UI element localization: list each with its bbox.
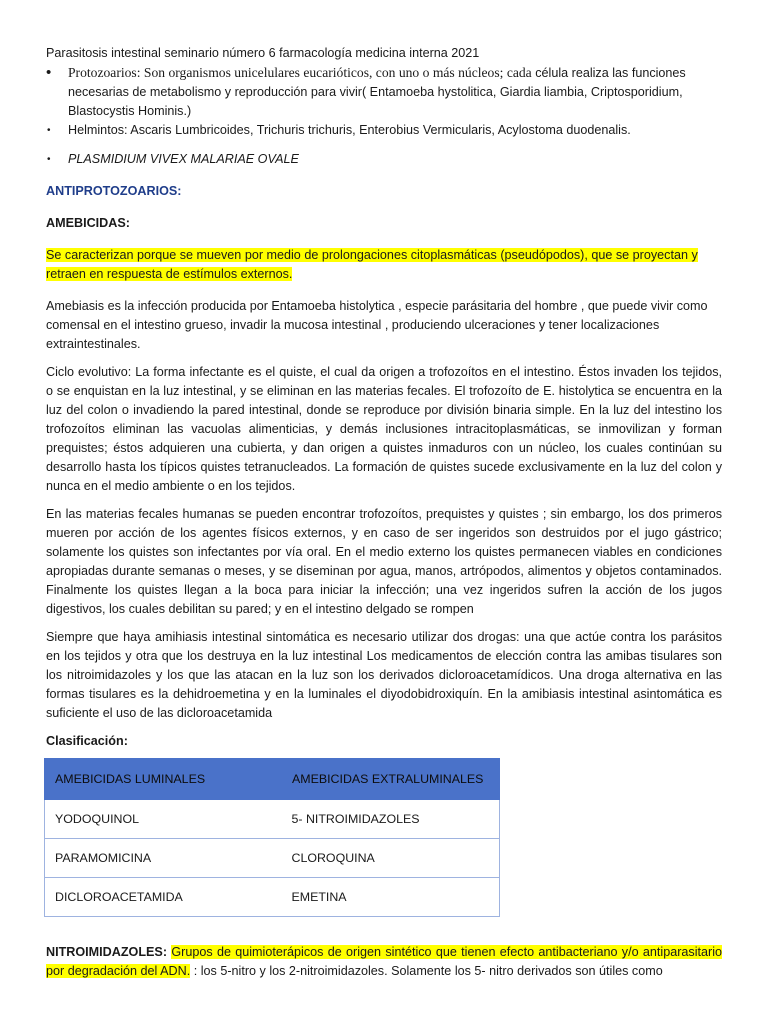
- paragraph-materias-fecales: En las materias fecales humanas se pueden encontrar trofozoítos, prequistes y quistes ; sin embargo, los dos primeros mueren por acción de los agentes físicos externos, y en caso de ser ingeridos son destruidos por el jugo gástrico; solamente los quistes son infectantes por vía oral. En el medio externo los quistes permanecen viables en condiciones apropiadas durante semanas o meses, y se diseminan por agua, manos, artrópodos, alimentos y objetos contaminados. Finalmente los quistes llegan a la boca para iniciar la infección; una vez ingeridos sufren la acción de los jugos digestivos, los cuales debilitan su pared; y en el intestino delgado se rompen: [46, 507, 722, 616]
- heading-clasificacion: Clasificación:: [46, 734, 128, 748]
- table-cell: EMETINA: [282, 878, 500, 917]
- table-cell: YODOQUINOL: [45, 800, 282, 839]
- table-row: [45, 839, 500, 878]
- organism-list: [46, 63, 722, 140]
- header-luminales: AMEBICIDAS LUMINALES: [45, 759, 282, 800]
- paragraph-definition: [46, 246, 722, 284]
- plasmidium-list: [46, 150, 722, 169]
- document-page: [46, 44, 722, 981]
- paragraph-nitroimidazoles: [46, 943, 722, 981]
- protozoarios-rest: célula realiza las funciones necesarias de metabolismo y reproducción para vivir( Entamoeba hystolitica, Giardia liambia, Criptosporidium, Blastocystis Hominis.): [68, 66, 686, 118]
- plasmidium-text: PLASMIDIUM VIVEX MALARIAE OVALE: [68, 152, 299, 166]
- table-cell: PARAMOMICINA: [45, 839, 282, 878]
- list-item-protozoarios: [46, 63, 722, 121]
- table-row: [45, 800, 500, 839]
- nitroimidazoles-highlight: Grupos de quimioterápicos de origen sintético que tienen efecto antibacteriano y/o antiparasitario por degradación del ADN.: [46, 945, 723, 978]
- paragraph-tratamiento: Siempre que haya amihiasis intestinal sintomática es necesario utilizar dos drogas: una que actúe contra los parásitos en los tejidos y otra que los destruya en la luz intestinal Los medicamentos de elección contra las amibas tisulares son los nitroimidazoles y los que las atacan en la luz son los derivados dicloroacetamídicos. Una droga alternativa en las formas tisulares es la dehidroemetina y en la luminales el diyodobidroxiquín. En la amibiasis intestinal asintomática es suficiente el uso de las dicloroacetamida: [46, 630, 722, 720]
- document-header: Parasitosis intestinal seminario número 6 farmacología medicina interna 2021: [46, 46, 480, 60]
- table-row: [45, 878, 500, 917]
- list-item-helmintos: [46, 121, 722, 140]
- classification-table: [44, 758, 500, 917]
- heading-amebicidas: AMEBICIDAS:: [46, 216, 130, 230]
- helmintos-text: Helmintos: Ascaris Lumbricoides, Trichuris trichuris, Enterobius Vermicularis, Acylostoma duodenalis.: [68, 123, 631, 137]
- table-cell: DICLOROACETAMIDA: [45, 878, 282, 917]
- header-extraluminales: AMEBICIDAS EXTRALUMINALES: [282, 759, 500, 800]
- table-header-row: [45, 759, 500, 800]
- heading-antiprotozoarios: ANTIPROTOZOARIOS:: [46, 184, 182, 198]
- protozoarios-lead: Protozoarios: Son organismos unicelulares eucarióticos, con uno o más núcleos; cada: [68, 65, 532, 80]
- highlighted-definition: Se caracterizan porque se mueven por medio de prolongaciones citoplasmáticas (pseudópodos), que se proyectan y retraen en respuesta de estímulos externos.: [46, 248, 698, 281]
- table-cell: 5- NITROIMIDAZOLES: [282, 800, 500, 839]
- nitroimidazoles-rest: : los 5-nitro y los 2-nitroimidazoles. Solamente los 5- nitro derivados son útiles como: [190, 964, 663, 978]
- paragraph-amebiasis: Amebiasis es la infección producida por Entamoeba histolytica , especie parásitaria del hombre , que puede vivir como comensal en el intestino grueso, invadir la mucosa intestinal , produciendo ulceraciones y tener localizaciones extraintestinales.: [46, 299, 708, 351]
- table-cell: CLOROQUINA: [282, 839, 500, 878]
- list-item-plasmidium: [46, 150, 722, 169]
- nitroimidazoles-label: NITROIMIDAZOLES:: [46, 945, 168, 959]
- paragraph-ciclo-evolutivo: Ciclo evolutivo: La forma infectante es el quiste, el cual da origen a trofozoítos en el intestino. Éstos invaden los tejidos, o se enquistan en la luz intestinal, y se eliminan en las materias fecales. El trofozoíto de E. histolytica se encuentra en la luz del colon o invadiendo la pared intestinal, donde se reproduce por división binaria simple. En la luz del intestino los trofozoítos eliminan las vacuolas alimenticias, y demás inclusiones intracitoplasmáticas, se inmovilizan y forman prequistes; éstos adquieren una cubierta, y dan origen a quistes inmaduros con un núcleo, los cuales continúan su desarrollo hasta los típicos quistes tetranucleados. La formación de quistes sucede exclusivamente en la luz del colon y nunca en el medio ambiente o en los tejidos.: [46, 365, 722, 493]
